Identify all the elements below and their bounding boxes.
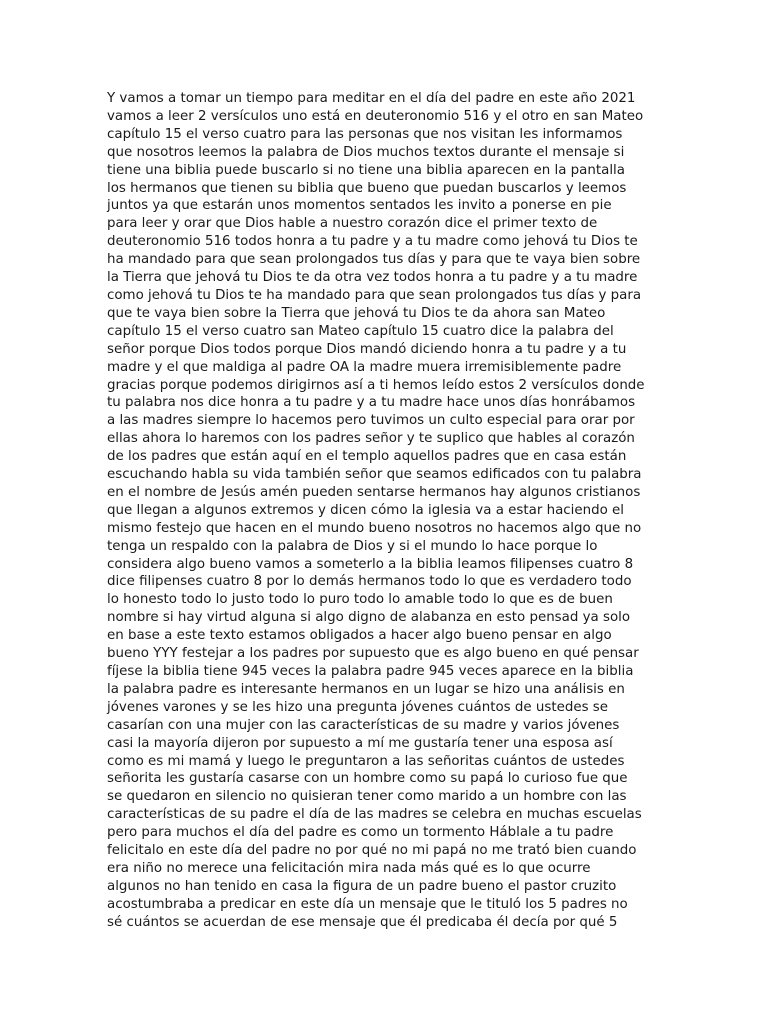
body-text	[107, 90, 667, 932]
text-line: algunos no han tenido en casa la figura de un padre bueno el pastor cruzito	[107, 878, 617, 894]
text-line: considera algo bueno vamos a someterlo a la biblia leamos filipenses cuatro 8	[107, 556, 634, 572]
text-line: que nosotros leemos la palabra de Dios muchos textos durante el mensaje si	[107, 144, 625, 160]
text-line: capítulo 15 el verso cuatro para las personas que nos visitan les informamos	[107, 126, 623, 142]
text-line: capítulo 15 el verso cuatro san Mateo capítulo 15 cuatro dice la palabra del	[107, 323, 614, 339]
text-line: sé cuántos se acuerdan de ese mensaje que él predicaba él decía por qué 5	[107, 914, 618, 930]
text-line: para leer y orar que Dios hable a nuestro corazón dice el primer texto de	[107, 216, 598, 232]
text-line: fíjese la biblia tiene 945 veces la palabra padre 945 veces aparece en la biblia	[107, 664, 634, 679]
text-line: felicitalo en este día del padre no por qué no mi papá no me trató bien cuando	[107, 843, 637, 859]
text-line: pero para muchos el día del padre es como un tormento Háblale a tu padre	[107, 825, 614, 841]
text-line: que llegan a algunos extremos y dicen cómo la iglesia va a estar haciendo el	[107, 502, 624, 518]
text-line: juntos ya que estarán unos momentos sentados les invito a ponerse en pie	[107, 198, 612, 214]
text-line: se quedaron en silencio no quisieran tener como marido a un hombre con las	[107, 789, 627, 805]
text-line: como es mi mamá y luego le preguntaron a las señoritas cuántos de ustedes	[107, 753, 625, 769]
text-line: nombre si hay virtud alguna si algo digno de alabanza en esto pensad ya solo	[107, 610, 631, 626]
text-line: la palabra padre es interesante hermanos en un lugar se hizo una análisis en	[107, 681, 625, 697]
text-line: en el nombre de Jesús amén pueden sentarse hermanos hay algunos cristianos	[107, 484, 641, 500]
text-line: vamos a leer 2 versículos uno está en deuteronomio 516 y el otro en san Mateo	[107, 108, 644, 124]
text-line: Y vamos a tomar un tiempo para meditar en el día del padre en este año 2021	[107, 91, 636, 106]
text-line: lo honesto todo lo justo todo lo puro todo lo amable todo lo que es de buen	[107, 592, 613, 608]
text-line: ha mandado para que sean prolongados tus días y para que te vaya bien sobre	[107, 252, 641, 268]
text-line: madre y el que maldiga al padre OA la madre muera irremisiblemente padre	[107, 359, 622, 375]
text-line: mismo festejo que hacen en el mundo bueno nosotros no hacemos algo que no	[107, 520, 642, 536]
text-line: acostumbraba a predicar en este día un mensaje que le tituló los 5 padres no	[107, 896, 628, 912]
text-line: a las madres siempre lo hacemos pero tuvimos un culto especial para orar por	[107, 413, 635, 429]
text-line: como jehová tu Dios te ha mandado para que sean prolongados tus días y para	[107, 287, 642, 303]
text-line: que te vaya bien sobre la Tierra que jehová tu Dios te da ahora san Mateo	[107, 305, 606, 321]
text-line: señor porque Dios todos porque Dios mandó diciendo honra a tu padre y a tu	[107, 341, 627, 357]
text-line: casi la mayoría dijeron por supuesto a mí me gustaría tener una esposa así	[107, 735, 613, 751]
text-line: tenga un respaldo con la palabra de Dios y si el mundo lo hace porque lo	[107, 538, 598, 554]
text-line: la Tierra que jehová tu Dios te da otra vez todos honra a tu padre y a tu madre	[107, 270, 638, 286]
text-line: señorita les gustaría casarse con un hombre como su papá lo curioso fue que	[107, 771, 628, 787]
text-line: características de su padre el día de las madres se celebra en muchas escuelas	[107, 807, 642, 823]
text-line: jóvenes varones y se les hizo una pregunta jóvenes cuántos de ustedes se	[107, 699, 609, 715]
text-line: de los padres que están aquí en el templo aquellos padres que en casa están	[107, 449, 627, 465]
text-line: era niño no merece una felicitación mira nada más qué es lo que ocurre	[107, 860, 591, 876]
text-line: ellas ahora lo haremos con los padres señor y te suplico que hables al corazón	[107, 431, 635, 447]
text-line: gracias porque podemos dirigirnos así a ti hemos leído estos 2 versículos donde	[107, 377, 645, 393]
text-line: en base a este texto estamos obligados a hacer algo bueno pensar en algo	[107, 628, 612, 644]
text-line: tiene una biblia puede buscarlo si no tiene una biblia aparecen en la pantalla	[107, 162, 625, 178]
text-line: casarían con una mujer con las características de su madre y varios jóvenes	[107, 717, 620, 733]
text-line: dice filipenses cuatro 8 por lo demás hermanos todo lo que es verdadero todo	[107, 574, 632, 590]
text-line: tu palabra nos dice honra a tu padre y a tu madre hace unos días honrábamos	[107, 395, 636, 411]
text-line: deuteronomio 516 todos honra a tu padre y a tu madre como jehová tu Dios te	[107, 234, 638, 250]
text-line: bueno YYY festejar a los padres por supuesto que es algo bueno en qué pensar	[107, 646, 639, 662]
text-line: escuchando habla su vida también señor que seamos edificados con tu palabra	[107, 467, 642, 483]
text-line: los hermanos que tienen su biblia que bueno que puedan buscarlos y leemos	[107, 180, 627, 196]
